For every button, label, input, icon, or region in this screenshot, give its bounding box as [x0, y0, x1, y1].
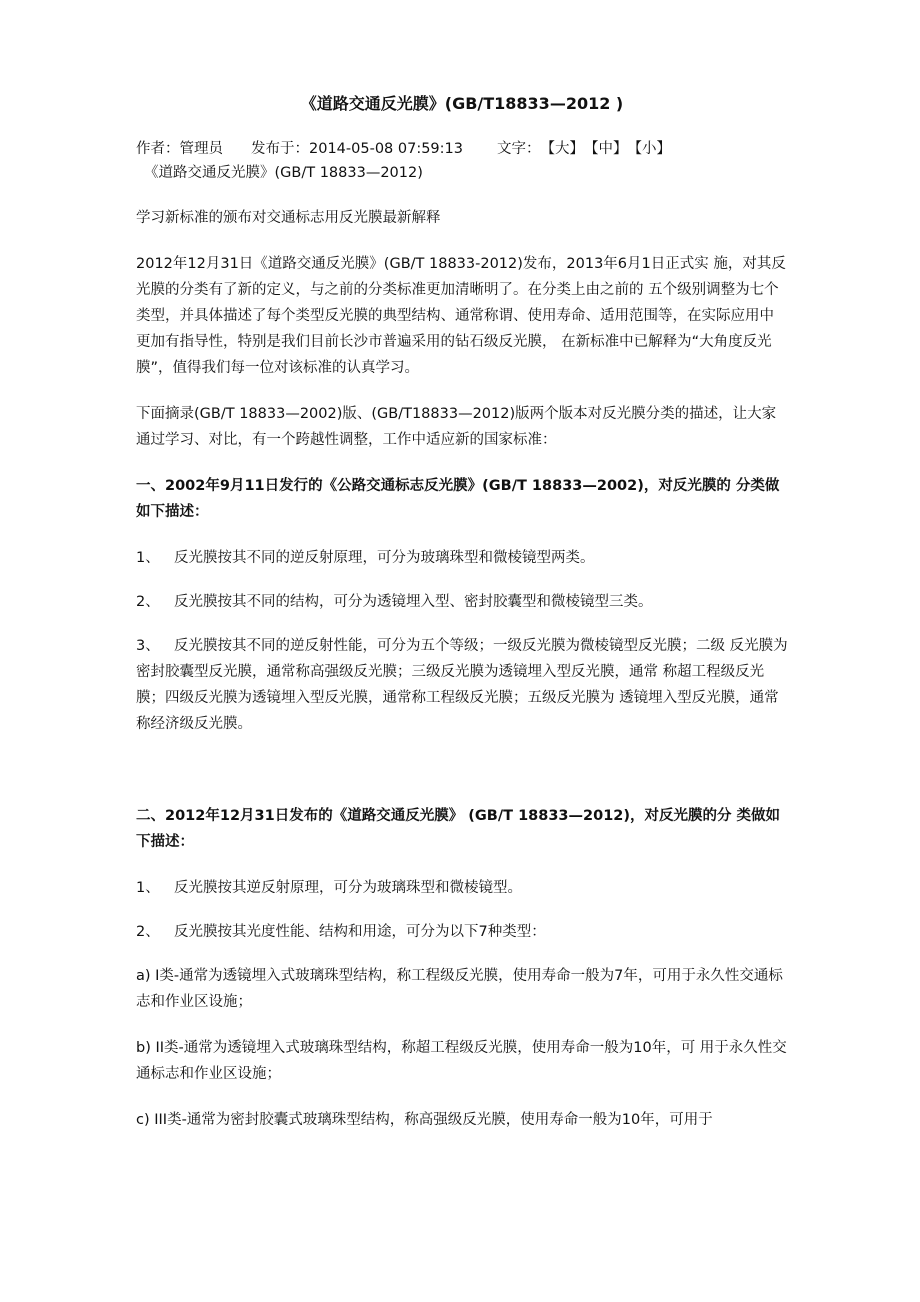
- item-number: 1、: [136, 550, 160, 566]
- publish-date: 发布于：2014-05-08 07:59:13: [251, 141, 463, 157]
- item-text: 反光膜按其不同的结构，可分为透镜埋入型、密封胶囊型和微棱镜型三类。: [174, 594, 653, 610]
- section2-item: [136, 875, 788, 901]
- document-title: 《道路交通反光膜》(GB/T18833—2012 ): [300, 94, 624, 113]
- document-subtitle: 《道路交通反光膜》(GB/T 18833—2012): [144, 165, 423, 181]
- item-text: 反光膜按其逆反射原理，可分为玻璃珠型和微棱镜型。: [174, 880, 522, 896]
- article-meta: [136, 137, 788, 161]
- type-item-b: b) II类-通常为透镜埋入式玻璃珠型结构，称超工程级反光膜，使用寿命一般为10年，可 用于永久性交通标志和作业区设施；: [136, 1040, 787, 1082]
- section2-heading: 二、2012年12月31日发布的《道路交通反光膜》 (GB/T 18833—2012)，对反光膜的分 类做如下描述：: [136, 808, 781, 850]
- section1-item: [136, 589, 788, 615]
- item-text: 反光膜按其光度性能、结构和用途，可分为以下7种类型：: [174, 924, 546, 940]
- paragraph-1: 2012年12月31日《道路交通反光膜》(GB/T 18833-2012)发布，2013年6月1日正式实 施，对其反光膜的分类有了新的定义，与之前的分类标准更加清晰明了。在分类上由之前的 五个级别调整为七个类型，并具体描述了每个类型反光膜的典型结构、通常称谓、使用寿命、适用范围等，在实际应用中更加有指导性，特别是我们目前长沙市普遍采用的钻石级反光膜， 在新标准中已解释为“大角度反光膜”，值得我们每一位对该标准的认真学习。: [136, 256, 786, 376]
- type-item-a: a) I类-通常为透镜埋入式玻璃珠型结构，称工程级反光膜，使用寿命一般为7年，可用于永久性交通标志和作业区设施；: [136, 968, 783, 1010]
- section1-item: [136, 633, 788, 737]
- item-number: 2、: [136, 594, 160, 610]
- item-number: 3、: [136, 638, 160, 654]
- item-number: 2、: [136, 924, 160, 940]
- text-size-medium-link[interactable]: 【中】: [584, 141, 628, 157]
- text-size-label: 文字：: [497, 141, 541, 157]
- section1-item: [136, 545, 788, 571]
- item-text: 反光膜按其不同的逆反射原理，可分为玻璃珠型和微棱镜型两类。: [174, 550, 595, 566]
- item-text: 反光膜按其不同的逆反射性能，可分为五个等级；一级反光膜为微棱镜型反光膜；二级 反光膜为密封胶囊型反光膜，通常称高强级反光膜；三级反光膜为透镜埋入型反光膜，通常 称超工程级反光膜；四级反光膜为透镜埋入型反光膜，通常称工程级反光膜；五级反光膜为 透镜埋入型反光膜，通常称经济级反光膜。: [136, 638, 788, 732]
- type-item-c: c) III类-通常为密封胶囊式玻璃珠型结构，称高强级反光膜，使用寿命一般为10年，可用于: [136, 1112, 713, 1128]
- item-number: 1、: [136, 880, 160, 896]
- text-size-large-link[interactable]: 【大】: [540, 141, 584, 157]
- section1-heading: 一、2002年9月11日发行的《公路交通标志反光膜》(GB/T 18833—2002)，对反光膜的 分类做如下描述：: [136, 478, 780, 520]
- section2-item: [136, 919, 788, 945]
- paragraph-2: 下面摘录(GB/T 18833—2002)版、(GB/T18833—2012)版两个版本对反光膜分类的描述，让大家通过学习、对比，有一个跨越性调整，工作中适应新的国家标准：: [136, 406, 777, 448]
- text-size-small-link[interactable]: 【小】: [627, 141, 671, 157]
- intro-paragraph: 学习新标准的颁布对交通标志用反光膜最新解释: [136, 210, 441, 226]
- author-label: 作者：管理员: [136, 141, 223, 157]
